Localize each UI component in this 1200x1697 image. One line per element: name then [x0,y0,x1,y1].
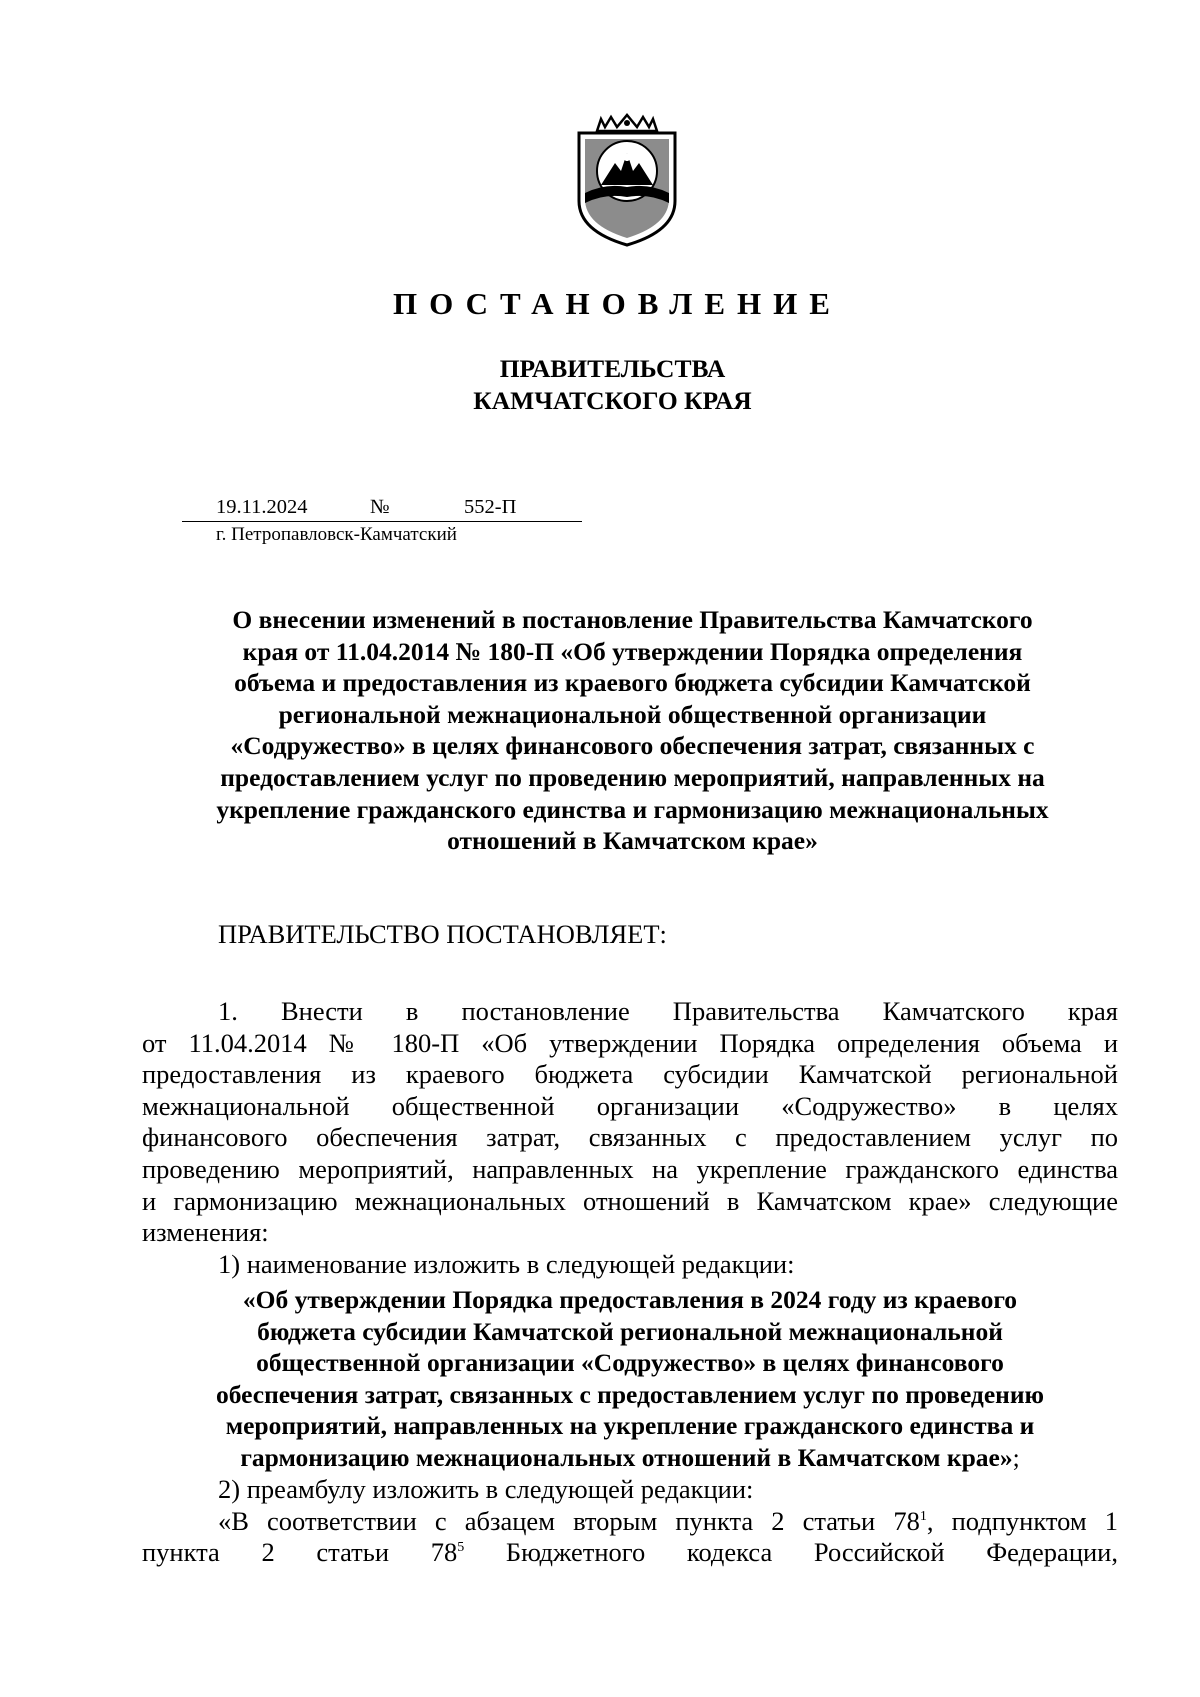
quote-line: общественной организации «Содружество» в целях финансового [256,1348,1004,1378]
quote-line: бюджета субсидии Камчатской региональной межнациональной [257,1316,1003,1346]
subitem-2-paragraph [142,1474,1118,1569]
document-date: 19.11.2024 [216,496,308,518]
subject-line: укрепление гражданского единства и гармонизацию межнациональных [216,794,1049,824]
quote-line-last [142,1442,1118,1474]
preamble-text: , подпунктом 1 [926,1505,1118,1536]
document-number: 552-П [464,496,517,518]
paragraph-line: изменения: [142,1217,269,1248]
superscript: 5 [457,1540,465,1556]
subject-line: объема и предоставления из краевого бюджета субсидии Камчатской [234,668,1031,698]
quote-line: «Об утверждении Порядка предоставления в 2024 году из краевого [242,1285,1018,1314]
issue-place: г. Петропавловск-Камчатский [216,524,457,545]
issuer-line-1: ПРАВИТЕЛЬСТВА [499,354,726,383]
document-type-title: ПОСТАНОВЛЕНИЕ [393,286,842,321]
document-subject [140,604,1125,857]
new-title-quote [142,1284,1118,1474]
paragraph-line: проведению мероприятий, направленных на укрепление гражданского единства [142,1153,1118,1184]
superscript: 1 [919,1508,927,1524]
paragraph-line: и гармонизацию межнациональных отношений в Камчатском крае» следующие [142,1185,1118,1216]
item-1-paragraph [142,996,1118,1280]
kamchatka-coat-of-arms-icon [575,113,679,247]
paragraph-line: финансового обеспечения затрат, связанных с предоставлением услуг по [142,1122,1118,1153]
preamble-line-2 [142,1537,1118,1569]
decree-phrase: ПРАВИТЕЛЬСТВО ПОСТАНОВЛЯЕТ: [218,919,667,949]
preamble-text: пункта 2 статьи 78 [142,1537,458,1568]
subitem-2: 2) преамбулу изложить в следующей редакции: [218,1474,754,1504]
preamble-line-1 [142,1506,1118,1538]
preamble-text: «В соответствии с абзацем вторым пункта 2 статьи 78 [218,1505,920,1536]
number-sign: № [370,496,390,518]
quote-line: обеспечения затрат, связанных с предоставлением услуг по проведению [215,1379,1045,1409]
subject-line: региональной межнациональной общественной организации [278,699,987,729]
subject-line: О внесении изменений в постановление Правительства Камчатского [232,605,1033,634]
issuer-block [0,353,1200,417]
quote-end-punctuation: ; [1012,1442,1020,1472]
subitem-1: 1) наименование изложить в следующей редакции: [218,1248,795,1279]
registration-line [182,493,582,522]
subject-line: края от 11.04.2014 № 180-П «Об утверждении Порядка определения [242,636,1023,666]
subject-line: предоставлением услуг по проведению мероприятий, направленных на [220,762,1045,792]
subject-line: «Содружество» в целях финансового обеспечения затрат, связанных с [230,731,1035,761]
paragraph-line: межнациональной общественной организации «Содружество» в целях [142,1090,1118,1121]
paragraph-line: 1. Внести в постановление Правительства Камчатского края [218,996,1118,1026]
preamble-text: Бюджетного кодекса Российской Федерации, [464,1537,1118,1568]
quote-line: мероприятий, направленных на укрепление гражданского единства и [225,1411,1035,1441]
paragraph-line: предоставления из краевого бюджета субсидии Камчатской региональной [142,1059,1118,1090]
issuer-line-2: КАМЧАТСКОГО КРАЯ [473,386,752,415]
quote-line-text: гармонизацию межнациональных отношений в Камчатском крае» [240,1442,1013,1472]
paragraph-line: от 11.04.2014 № 180-П «Об утверждении Порядка определения объема и [142,1027,1118,1058]
subject-line: отношений в Камчатском крае» [447,826,818,856]
